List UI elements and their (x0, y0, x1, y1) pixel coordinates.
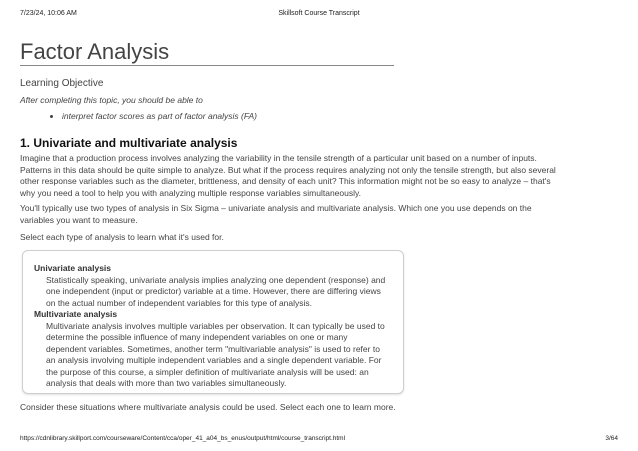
situations-paragraph: Consider these situations where multivariate analysis could be used. Select each one to learn more. (20, 402, 396, 412)
print-header-title: Skillsoft Course Transcript (278, 10, 360, 17)
analysis-definitions-panel (22, 250, 404, 394)
analysis-types-paragraph: You'll typically use two types of analysis in Six Sigma – univariate analysis and multivariate analysis. Which one you use depends on the variables you want to measure. (20, 203, 532, 225)
title-divider (20, 65, 394, 66)
learning-objective-intro: After completing this topic, you should be able to (20, 95, 203, 105)
learning-objective-heading: Learning Objective (20, 78, 104, 89)
print-url: https://cdnlibrary.skillport.com/courseware/Content/cca/oper_41_a04_bs_enus/output/html/course_transcript.html (20, 435, 346, 442)
instruction-text: Select each type of analysis to learn what it's used for. (20, 232, 224, 242)
bullet-icon (50, 115, 53, 118)
page-number: 3/64 (605, 435, 618, 442)
section-heading: 1. Univariate and multivariate analysis (20, 136, 238, 150)
univariate-term[interactable]: Univariate analysis (34, 263, 112, 273)
learning-objective-item-text: interpret factor scores as part of factor analysis (FA) (62, 111, 257, 121)
multivariate-definition: Multivariate analysis involves multiple variables per observation. It can typically be used to determine the possible influence of many independent variables on one or many dependent variables. Sometimes, another term "multivariable analysis" is used to refer to an analysis involving multiple independent variables and a single dependent variable. For the purpose of this course, a simpler definition of multivariate analysis will be used: an analysis that deals with more than two variables simultaneously. (46, 321, 385, 389)
multivariate-term[interactable]: Multivariate analysis (34, 309, 118, 319)
intro-paragraph: Imagine that a production process involves analyzing the variability in the tensile strength of a particular unit based on a number of inputs. Patterns in this data should be quite simple to analyze. But what if the process requires analyzing not only the tensile strength, but also several other response variables such as the diameter, brittleness, and density of each unit? This information might not be so easy to analyze – that's why you need a tool to help you with analyzing multiple response variables simultaneously. (20, 153, 556, 199)
print-datetime: 7/23/24, 10:06 AM (20, 10, 77, 17)
page-title: Factor Analysis (20, 39, 170, 64)
univariate-definition: Statistically speaking, univariate analysis implies analyzing one dependent (response) and one independent (input or predictor) variable at a time. However, there are differing views on the actual number of independent variables for this type of analysis. (46, 275, 386, 308)
learning-objective-item (62, 111, 257, 121)
